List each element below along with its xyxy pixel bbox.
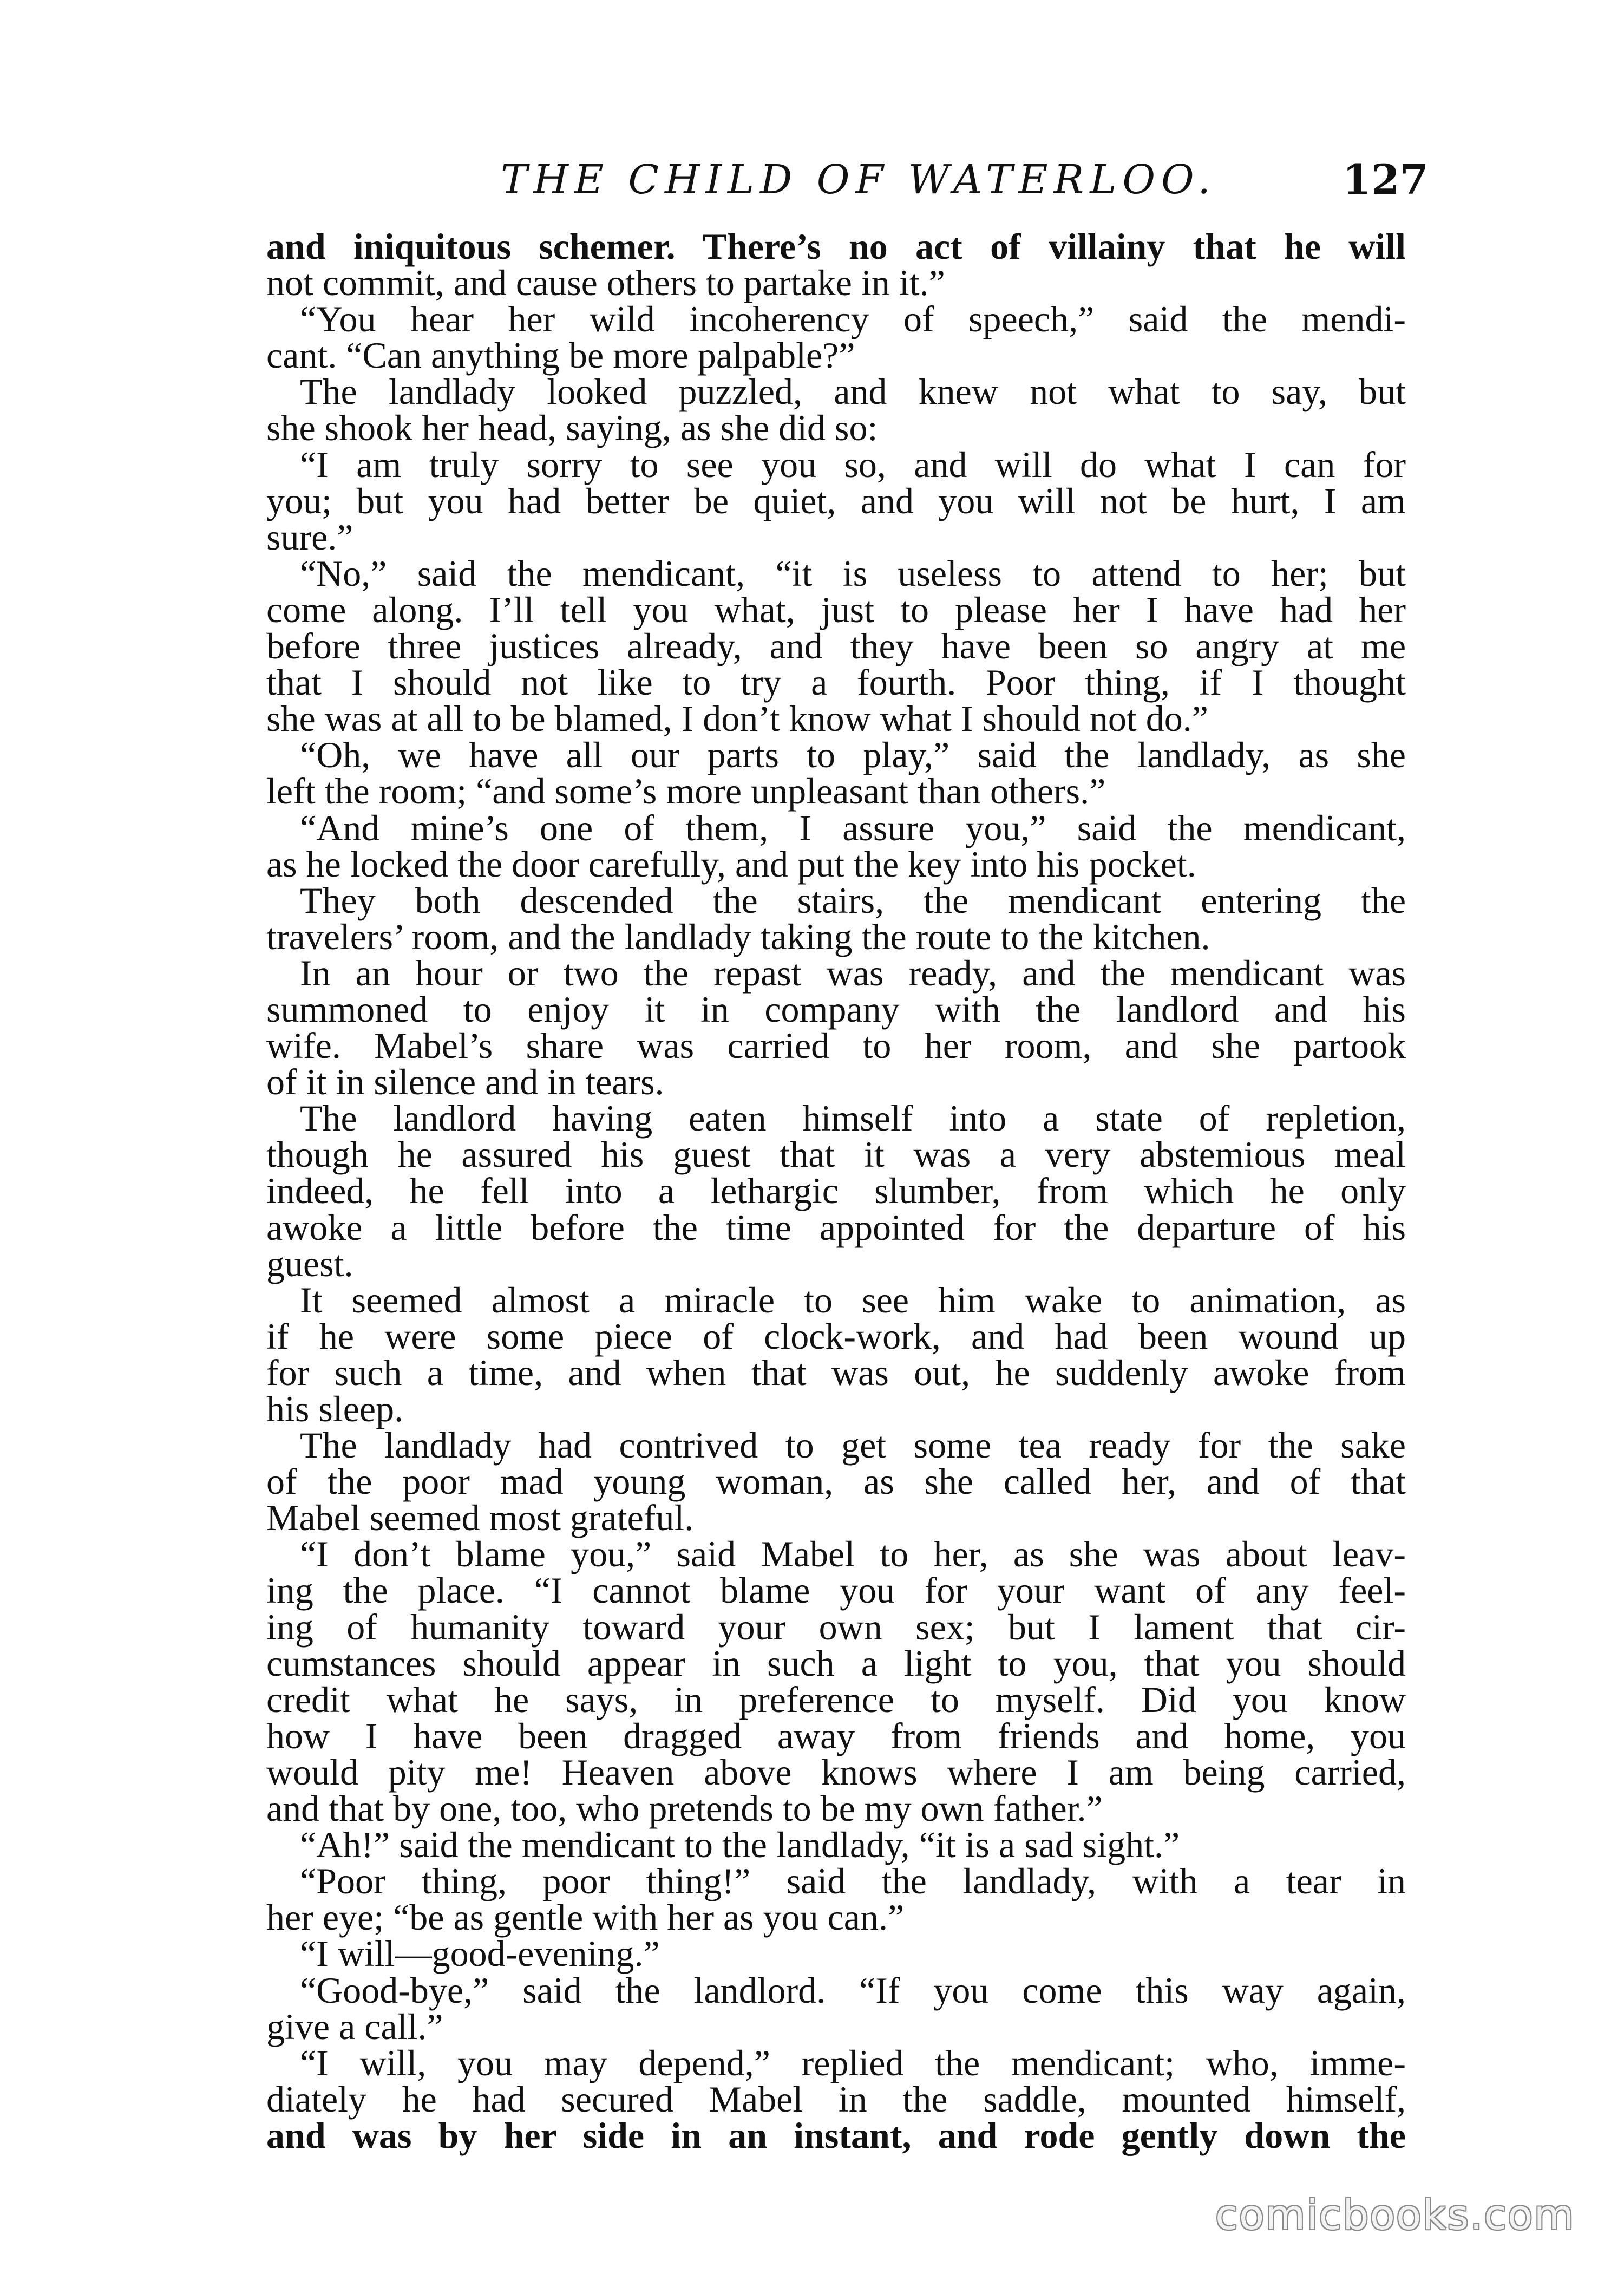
text-line: sure.” — [266, 516, 353, 558]
text-line: The landlady had contrived to get some tea ready for the sake — [300, 1424, 1406, 1466]
text-line: wife. Mabel’s share was carried to her room, and she partook — [266, 1025, 1406, 1067]
text-line: not commit, and cause others to partake in it.” — [266, 262, 945, 304]
text-line: and iniquitous schemer. There’s no act of villainy that he will — [266, 226, 1406, 267]
text-line: It seemed almost a miracle to see him wake to animation, as — [300, 1279, 1406, 1321]
text-line: “Good-bye,” said the landlord. “If you come this way again, — [300, 1969, 1406, 2011]
text-line: give a call.” — [266, 2005, 443, 2047]
text-line: “I am truly sorry to see you so, and will do what I can for — [300, 443, 1406, 485]
watermark: comicbooks.com — [1215, 2191, 1575, 2239]
text-line: “And mine’s one of them, I assure you,” said the mendicant, — [300, 807, 1406, 848]
text-line: indeed, he fell into a lethargic slumber, from which he only — [266, 1170, 1406, 1212]
text-line: travelers’ room, and the landlady taking the route to the kitchen. — [266, 916, 1210, 957]
text-line: of the poor mad young woman, as she called her, and of that — [266, 1461, 1406, 1502]
body-text — [266, 228, 1406, 2154]
text-line: summoned to enjoy it in company with the landlord and his — [266, 988, 1406, 1030]
text-line: awoke a little before the time appointed for the departure of his — [266, 1206, 1406, 1248]
text-line: The landlady looked puzzled, and knew not what to say, but — [300, 371, 1406, 413]
text-line: that I should not like to try a fourth. Poor thing, if I thought — [266, 662, 1406, 703]
text-line: her eye; “be as gentle with her as you can.” — [266, 1897, 905, 1938]
text-line: ing of humanity toward your own sex; but I lament that cir- — [266, 1606, 1406, 1648]
text-line: “Oh, we have all our parts to play,” said the landlady, as she — [300, 734, 1406, 776]
text-line: cant. “Can anything be more palpable?” — [266, 335, 855, 376]
text-line: she shook her head, saying, as she did so: — [266, 407, 878, 449]
text-line: you; but you had better be quiet, and you will not be hurt, I am — [266, 480, 1406, 521]
text-line: for such a time, and when that was out, he suddenly awoke from — [266, 1351, 1406, 1393]
text-line: “I don’t blame you,” said Mabel to her, as she was about leav- — [300, 1533, 1406, 1575]
text-line: “No,” said the mendicant, “it is useless to attend to her; but — [300, 552, 1406, 594]
text-line: how I have been dragged away from friends and home, you — [266, 1715, 1406, 1756]
text-line: “I will—good-evening.” — [300, 1933, 660, 1975]
text-line: They both descended the stairs, the mendicant entering the — [300, 879, 1406, 921]
text-line: of it in silence and in tears. — [266, 1061, 664, 1103]
text-line: left the room; “and some’s more unpleasant than others.” — [266, 770, 1106, 812]
text-line: ing the place. “I cannot blame you for your want of any feel- — [266, 1570, 1406, 1611]
text-line: “You hear her wild incoherency of speech,” said the mendi- — [300, 298, 1406, 340]
text-line: “Poor thing, poor thing!” said the landlady, with a tear in — [300, 1860, 1406, 1902]
text-line: and was by her side in an instant, and rode gently down the — [266, 2114, 1406, 2156]
text-line: come along. I’ll tell you what, just to please her I have had her — [266, 589, 1406, 630]
text-line: credit what he says, in preference to myself. Did you know — [266, 1678, 1406, 1720]
text-line: “Ah!” said the mendicant to the landlady, “it is a sad sight.” — [300, 1824, 1180, 1866]
text-line: before three justices already, and they have been so angry at me — [266, 625, 1406, 667]
text-line: if he were some piece of clock-work, and had been wound up — [266, 1315, 1406, 1357]
text-line: though he assured his guest that it was a very abstemious meal — [266, 1134, 1406, 1175]
text-line: The landlord having eaten himself into a state of repletion, — [300, 1097, 1406, 1139]
text-line: would pity me! Heaven above knows where I am being carried, — [266, 1751, 1406, 1793]
text-line: guest. — [266, 1243, 353, 1284]
text-line: In an hour or two the repast was ready, and the mendicant was — [300, 952, 1406, 994]
text-line: she was at all to be blamed, I don’t know what I should not do.” — [266, 698, 1208, 740]
text-line: cumstances should appear in such a light to you, that you should — [266, 1642, 1406, 1684]
text-line: Mabel seemed most grateful. — [266, 1497, 694, 1539]
page-header — [0, 153, 1624, 207]
text-line: as he locked the door carefully, and put the key into his pocket. — [266, 843, 1196, 885]
text-line: “I will, you may depend,” replied the mendicant; who, imme- — [300, 2042, 1406, 2083]
text-line: his sleep. — [266, 1388, 404, 1429]
running-title: THE CHILD OF WATERLOO. — [501, 156, 1216, 203]
text-line: and that by one, too, who pretends to be my own father.” — [266, 1788, 1103, 1829]
text-line: diately he had secured Mabel in the saddle, mounted himself, — [266, 2078, 1406, 2120]
page-number: 127 — [1343, 155, 1429, 204]
